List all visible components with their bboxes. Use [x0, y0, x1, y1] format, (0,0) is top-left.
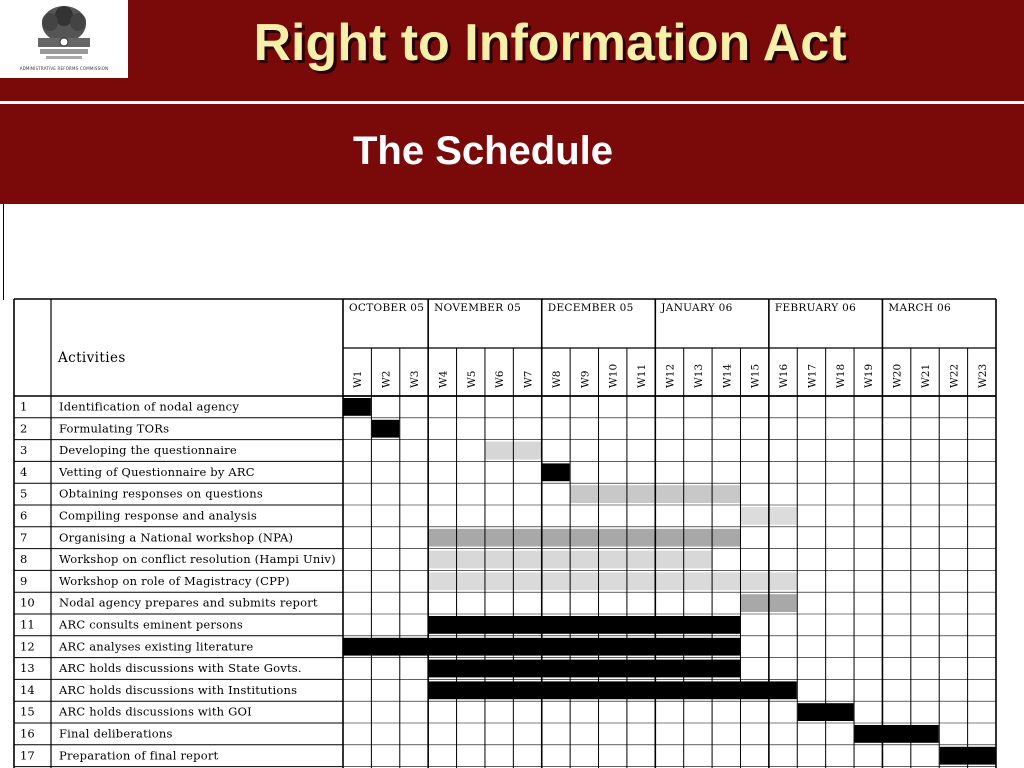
- activity-label: Obtaining responses on questions: [59, 486, 264, 501]
- week-label: W4: [437, 370, 450, 388]
- activity-label: Nodal agency prepares and submits report: [59, 595, 318, 610]
- week-label: W2: [380, 370, 393, 388]
- activity-label: ARC analyses existing literature: [59, 639, 254, 654]
- week-label: W5: [465, 370, 478, 388]
- week-label: W10: [607, 363, 620, 388]
- month-label: NOVEMBER 05: [434, 302, 522, 314]
- activity-label: Vetting of Questionnaire by ARC: [59, 464, 255, 479]
- row-number: 2: [20, 421, 28, 436]
- row-number: 15: [20, 704, 35, 719]
- page-subtitle: The Schedule: [352, 129, 614, 173]
- activity-label: Workshop on conflict resolution (Hampi Univ): [59, 552, 336, 567]
- row-number: 16: [20, 726, 35, 741]
- activity-label: Final deliberations: [59, 726, 173, 741]
- month-label: DECEMBER 05: [547, 302, 634, 314]
- week-label: W15: [749, 363, 762, 388]
- week-label: W1: [352, 370, 365, 388]
- row-number: 7: [20, 530, 28, 545]
- gantt-bar-14: [429, 681, 797, 699]
- row-number: 3: [20, 443, 28, 458]
- gantt-bar-9: [429, 572, 797, 590]
- activity-label: Preparation of final report: [59, 748, 219, 763]
- gantt-bar-4: [542, 463, 569, 481]
- week-label: W12: [664, 363, 677, 388]
- row-number: 6: [20, 508, 28, 523]
- row-number: 12: [20, 639, 35, 654]
- activity-label: Developing the questionnaire: [59, 443, 237, 458]
- week-label: W23: [976, 363, 989, 388]
- activities-header: Activities: [58, 350, 126, 366]
- month-label: OCTOBER 05: [349, 302, 425, 314]
- row-number: 4: [20, 464, 28, 479]
- gantt-bar-13: [429, 660, 740, 678]
- week-label: W11: [636, 363, 649, 388]
- row-number: 11: [20, 617, 35, 632]
- week-label: W7: [522, 370, 535, 388]
- week-label: W14: [721, 363, 734, 388]
- activity-label: Organising a National workshop (NPA): [59, 530, 294, 545]
- week-label: W6: [494, 370, 507, 388]
- week-label: W16: [778, 363, 791, 388]
- week-label: W19: [863, 363, 876, 388]
- activity-label: Identification of nodal agency: [59, 399, 240, 414]
- week-label: W17: [806, 363, 819, 388]
- gantt-bar-16: [855, 725, 939, 743]
- week-label: W9: [579, 370, 592, 388]
- gantt-bar-1: [344, 398, 371, 416]
- activity-label: Compiling response and analysis: [59, 508, 257, 523]
- activity-label: ARC consults eminent persons: [59, 617, 244, 632]
- activity-label: ARC holds discussions with Institutions: [59, 682, 298, 697]
- week-label: W8: [550, 370, 563, 388]
- gantt-bar-11: [429, 616, 740, 634]
- week-label: W13: [692, 363, 705, 388]
- gantt-bar-7: [429, 529, 740, 547]
- activity-label: Workshop on role of Magistracy (CPP): [59, 573, 290, 588]
- activity-label: ARC holds discussions with GOI: [59, 704, 252, 719]
- row-number: 8: [20, 552, 28, 567]
- row-number: 1: [20, 399, 28, 414]
- row-number: 17: [20, 748, 35, 763]
- row-number: 14: [20, 682, 35, 697]
- row-number: 5: [20, 486, 28, 501]
- row-number: 10: [20, 595, 35, 610]
- gantt-bar-2: [372, 420, 399, 438]
- week-label: W18: [834, 363, 847, 388]
- week-label: W22: [948, 363, 961, 388]
- month-label: MARCH 06: [888, 302, 951, 314]
- month-label: FEBRUARY 06: [774, 302, 857, 314]
- page-title: Right to Information Act: [253, 14, 847, 72]
- week-label: W20: [891, 363, 904, 388]
- activity-label: Formulating TORs: [59, 421, 170, 436]
- row-number: 13: [20, 661, 35, 676]
- activity-label: ARC holds discussions with State Govts.: [59, 661, 302, 676]
- month-label: JANUARY 06: [661, 302, 733, 314]
- week-label: W21: [920, 363, 933, 388]
- week-label: W3: [408, 370, 421, 388]
- logo-caption: ADMINISTRATIVE REFORMS COMMISSION: [19, 66, 109, 71]
- row-number: 9: [20, 573, 28, 588]
